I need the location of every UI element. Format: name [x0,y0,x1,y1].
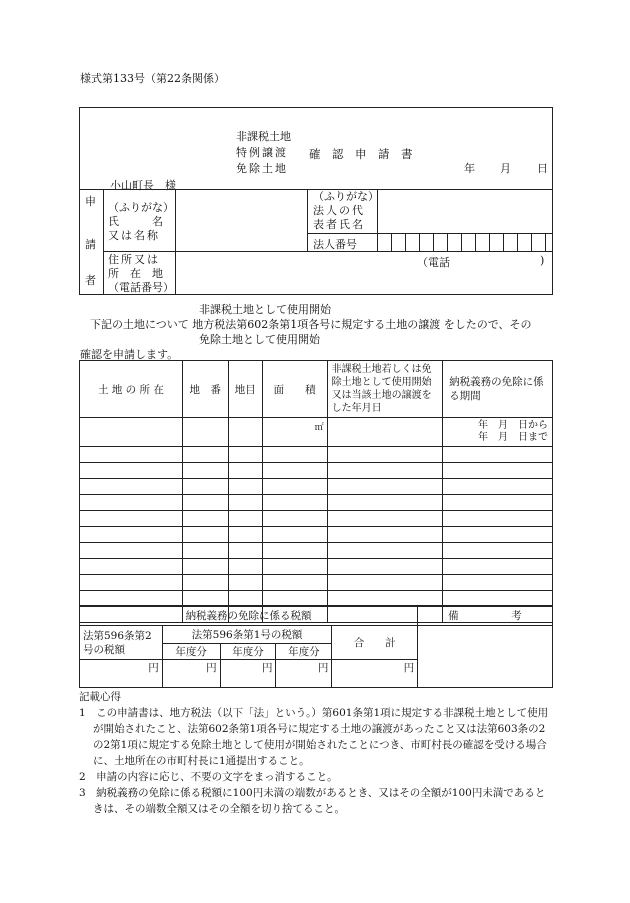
form-number: 様式第133号（第22条関係） [80,72,225,85]
year-part-2: 年度分 [220,644,276,660]
col-period: 納税義務の免除に係る期間 [443,361,553,418]
col-date: 非課税土地若しくは免除土地として使用開始又は当該土地の譲渡をした年月日 [327,361,443,418]
note-1: 1 この申請書は、地方税法（以下「法」という。）第601条第1項に規定する非課税土地として使用が開始されたこと、法第602条第1項各号に規定する土地の譲渡があったこと又は法第603条の2の2第1項に規定する免除土地として使用が開始されたことにつき、市町村長の確認を受ける場合に、土地所在の市町村長に1通提出すること。 [79,707,549,767]
date-day-label: 日 [537,162,548,175]
form-title-options: 非課税土地 特例譲渡 免除土地 [236,130,291,175]
note-3: 3 納税義務の免除に係る税額に100円未満の端数があるとき、又はその全額が100円未満であるときは、その端数全額又はその全額を切り捨てること。 [79,787,546,815]
intro-main: 下記の土地について 地方税法第602条第1項各号に規定する土地の譲渡 をしたので、その [90,318,532,331]
corp-number-label: 法人番号 [313,238,357,251]
tel-close: ) [540,254,545,267]
intro-option-3: 免除土地として使用開始 [199,333,320,346]
name-label: （ふりがな） 氏 名 又は名称 [108,201,174,242]
address-label: 住所又は 所 在 地 （電話番号） [108,253,174,294]
remarks-label: 備 考 [418,606,553,626]
tax-table [79,605,553,688]
side-label-sei: 請 [85,238,96,251]
side-label-sha: 者 [85,274,96,287]
date-year-label: 年 [464,162,475,175]
form-title: 確 認 申 請 書 [309,147,413,161]
period-range: 年 月 日から 年 月 日まで [443,418,553,447]
tel-label: （電話 [417,256,450,269]
col-lot: 地 番 [182,361,228,418]
yen-3: 円 [220,660,276,688]
note-2: 2 申請の内容に応じ、不要の文字をまっ消すること。 [79,771,338,783]
side-label-shin: 申 [85,195,96,208]
col-area: 面 積 [262,361,327,418]
art596-1-label: 法第596条第1号の税額 [162,626,332,644]
yen-5: 円 [332,660,418,688]
representative-label: （ふりがな） 法人の代 表者氏名 [313,190,379,231]
tax-title: 納税義務の免除に係る税額 [80,606,418,626]
total-label: 合 計 [332,626,418,660]
intro-request: 確認を申請します。 [80,348,179,361]
art596-2-label: 法第596条第2号の税額 [80,626,163,660]
col-location: 土 地 の 所 在 [80,361,183,418]
notes-title: 記載心得 [79,691,121,703]
date-month-label: 月 [500,162,511,175]
notes [79,689,553,817]
addressee: 小山町長 様 [110,179,176,192]
year-part-1: 年度分 [162,644,220,660]
yen-1: 円 [80,660,163,688]
yen-4: 円 [276,660,332,688]
year-part-3: 年度分 [276,644,332,660]
intro-option-1: 非課税土地として使用開始 [199,303,331,316]
area-unit: ㎡ [262,418,327,447]
col-category: 地目 [228,361,262,418]
land-table [79,360,553,623]
yen-2: 円 [162,660,220,688]
